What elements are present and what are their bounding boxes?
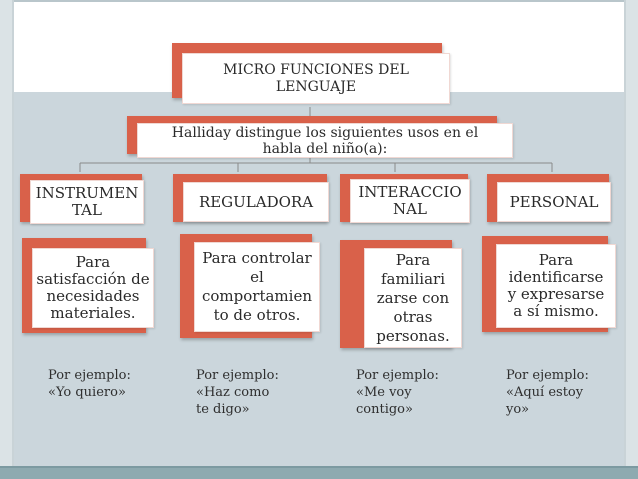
title-box bbox=[172, 43, 442, 98]
category-desc-reguladora bbox=[180, 234, 312, 338]
category-example-instrumental: Por ejemplo: «Yo quiero» bbox=[48, 368, 131, 400]
category-desc-text: Para satisfacción de necesidades materiales. bbox=[32, 248, 154, 328]
category-desc-instrumental bbox=[22, 238, 150, 333]
category-desc-text: Para familiari zarse con otras personas. bbox=[364, 248, 462, 348]
category-heading-text: INTERACCIO NAL bbox=[350, 179, 470, 223]
category-desc-text: Para identificarse y expresarse a sí mismo. bbox=[496, 244, 616, 328]
category-example-interaccional: Por ejemplo: «Me voy contigo» bbox=[356, 368, 439, 417]
category-desc-personal bbox=[482, 236, 608, 332]
category-example-reguladora: Por ejemplo: «Haz como te digo» bbox=[196, 368, 279, 417]
category-heading-interaccional bbox=[340, 174, 468, 222]
category-heading-text: PERSONAL bbox=[497, 182, 611, 222]
category-heading-text: REGULADORA bbox=[183, 182, 329, 222]
category-desc-text: Para controlar el comportamien to de otros. bbox=[194, 242, 320, 332]
category-heading-personal bbox=[487, 174, 609, 222]
category-example-personal: Por ejemplo: «Aquí estoy yo» bbox=[506, 368, 589, 417]
category-desc-interaccional bbox=[340, 240, 452, 348]
category-heading-instrumental bbox=[20, 174, 142, 222]
category-heading-text: INSTRUMEN TAL bbox=[30, 180, 144, 224]
category-heading-reguladora bbox=[173, 174, 327, 222]
subtitle-box bbox=[127, 116, 497, 157]
subtitle-text: Halliday distingue los siguientes usos en el habla del niño(a): bbox=[137, 123, 513, 158]
title-text: MICRO FUNCIONES DEL LENGUAJE bbox=[182, 53, 450, 104]
